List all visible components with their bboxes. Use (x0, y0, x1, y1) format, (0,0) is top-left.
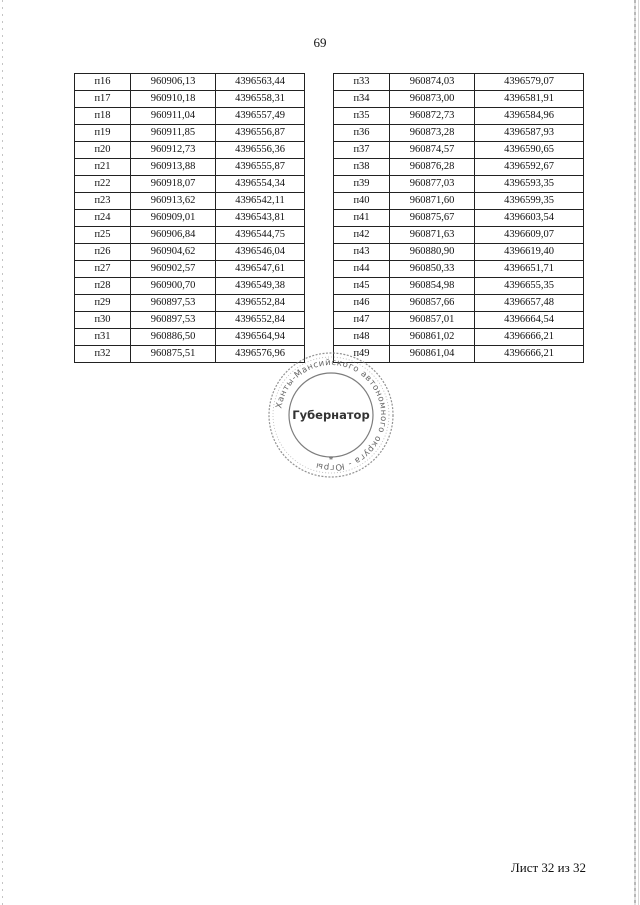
x-coordinate-cell: 960902,57 (131, 261, 216, 278)
point-id-cell: п29 (75, 295, 131, 312)
y-coordinate-cell: 4396555,87 (216, 159, 305, 176)
table-row (334, 295, 584, 312)
y-coordinate-cell: 4396557,49 (216, 108, 305, 125)
scan-edge-right-outer (638, 0, 639, 905)
y-coordinate-cell: 4396558,31 (216, 91, 305, 108)
y-coordinate-cell: 4396546,04 (216, 244, 305, 261)
y-coordinate-cell: 4396552,84 (216, 312, 305, 329)
point-id-cell: п17 (75, 91, 131, 108)
x-coordinate-cell: 960850,33 (390, 261, 475, 278)
table-row (334, 278, 584, 295)
table-row (75, 142, 305, 159)
y-coordinate-cell: 4396584,96 (475, 108, 584, 125)
y-coordinate-cell: 4396603,54 (475, 210, 584, 227)
x-coordinate-cell: 960913,88 (131, 159, 216, 176)
point-id-cell: п32 (75, 346, 131, 363)
point-id-cell: п34 (334, 91, 390, 108)
x-coordinate-cell: 960897,53 (131, 295, 216, 312)
table-row (334, 329, 584, 346)
table-row (334, 91, 584, 108)
point-id-cell: п31 (75, 329, 131, 346)
table-row (75, 159, 305, 176)
y-coordinate-cell: 4396657,48 (475, 295, 584, 312)
x-coordinate-cell: 960911,85 (131, 125, 216, 142)
point-id-cell: п24 (75, 210, 131, 227)
point-id-cell: п43 (334, 244, 390, 261)
page-number: 69 (313, 35, 327, 50)
x-coordinate-cell: 960876,28 (390, 159, 475, 176)
scan-edge-right (634, 0, 636, 905)
x-coordinate-cell: 960871,63 (390, 227, 475, 244)
y-coordinate-cell: 4396599,35 (475, 193, 584, 210)
y-coordinate-cell: 4396664,54 (475, 312, 584, 329)
x-coordinate-cell: 960871,60 (390, 193, 475, 210)
table-row (75, 74, 305, 91)
point-id-cell: п39 (334, 176, 390, 193)
x-coordinate-cell: 960912,73 (131, 142, 216, 159)
table-row (75, 295, 305, 312)
y-coordinate-cell: 4396581,91 (475, 91, 584, 108)
y-coordinate-cell: 4396590,65 (475, 142, 584, 159)
seal-label: Губернатор (292, 408, 370, 422)
x-coordinate-cell: 960861,02 (390, 329, 475, 346)
table-row (334, 125, 584, 142)
x-coordinate-cell: 960873,28 (390, 125, 475, 142)
x-coordinate-cell: 960918,07 (131, 176, 216, 193)
seal-ring-text: Ханты-Мансийского автономного округа - Югры (274, 357, 389, 473)
point-id-cell: п21 (75, 159, 131, 176)
y-coordinate-cell: 4396609,07 (475, 227, 584, 244)
point-id-cell: п47 (334, 312, 390, 329)
table-row (75, 193, 305, 210)
point-id-cell: п27 (75, 261, 131, 278)
svg-text:*: * (328, 455, 334, 465)
point-id-cell: п25 (75, 227, 131, 244)
point-id-cell: п44 (334, 261, 390, 278)
y-coordinate-cell: 4396556,87 (216, 125, 305, 142)
table-row (334, 108, 584, 125)
point-id-cell: п40 (334, 193, 390, 210)
table-row (334, 261, 584, 278)
table-row (75, 312, 305, 329)
x-coordinate-cell: 960873,00 (390, 91, 475, 108)
point-id-cell: п45 (334, 278, 390, 295)
x-coordinate-cell: 960913,62 (131, 193, 216, 210)
x-coordinate-cell: 960875,51 (131, 346, 216, 363)
point-id-cell: п38 (334, 159, 390, 176)
y-coordinate-cell: 4396542,11 (216, 193, 305, 210)
y-coordinate-cell: 4396554,34 (216, 176, 305, 193)
y-coordinate-cell: 4396552,84 (216, 295, 305, 312)
x-coordinate-cell: 960910,18 (131, 91, 216, 108)
point-id-cell: п46 (334, 295, 390, 312)
point-id-cell: п20 (75, 142, 131, 159)
x-coordinate-cell: 960854,98 (390, 278, 475, 295)
table-row (75, 244, 305, 261)
x-coordinate-cell: 960906,84 (131, 227, 216, 244)
point-id-cell: п48 (334, 329, 390, 346)
table-row (334, 312, 584, 329)
table-row (334, 74, 584, 91)
y-coordinate-cell: 4396593,35 (475, 176, 584, 193)
x-coordinate-cell: 960874,03 (390, 74, 475, 91)
sheet-counter: Лист 32 из 32 (510, 860, 586, 875)
x-coordinate-cell: 960906,13 (131, 74, 216, 91)
point-id-cell: п35 (334, 108, 390, 125)
y-coordinate-cell: 4396543,81 (216, 210, 305, 227)
x-coordinate-cell: 960861,04 (390, 346, 475, 363)
table-row (75, 125, 305, 142)
table-row (75, 261, 305, 278)
y-coordinate-cell: 4396549,38 (216, 278, 305, 295)
coordinates-table-left (74, 73, 305, 363)
x-coordinate-cell: 960877,03 (390, 176, 475, 193)
y-coordinate-cell: 4396556,36 (216, 142, 305, 159)
x-coordinate-cell: 960904,62 (131, 244, 216, 261)
y-coordinate-cell: 4396666,21 (475, 346, 584, 363)
x-coordinate-cell: 960857,01 (390, 312, 475, 329)
y-coordinate-cell: 4396666,21 (475, 329, 584, 346)
y-coordinate-cell: 4396544,75 (216, 227, 305, 244)
table-row (75, 91, 305, 108)
point-id-cell: п30 (75, 312, 131, 329)
y-coordinate-cell: 4396579,07 (475, 74, 584, 91)
point-id-cell: п49 (334, 346, 390, 363)
point-id-cell: п33 (334, 74, 390, 91)
coordinates-table-right (333, 73, 584, 363)
y-coordinate-cell: 4396587,93 (475, 125, 584, 142)
point-id-cell: п18 (75, 108, 131, 125)
table-row (334, 210, 584, 227)
table-row (334, 244, 584, 261)
x-coordinate-cell: 960875,67 (390, 210, 475, 227)
table-row (75, 176, 305, 193)
table-row (75, 210, 305, 227)
table-row (334, 142, 584, 159)
point-id-cell: п28 (75, 278, 131, 295)
table-row (334, 159, 584, 176)
x-coordinate-cell: 960909,01 (131, 210, 216, 227)
table-row (75, 278, 305, 295)
y-coordinate-cell: 4396592,67 (475, 159, 584, 176)
table-row (334, 227, 584, 244)
point-id-cell: п26 (75, 244, 131, 261)
official-seal (266, 350, 396, 480)
point-id-cell: п19 (75, 125, 131, 142)
x-coordinate-cell: 960886,50 (131, 329, 216, 346)
table-row (334, 193, 584, 210)
table-row (334, 176, 584, 193)
table-row (75, 329, 305, 346)
x-coordinate-cell: 960872,73 (390, 108, 475, 125)
scan-edge-left (2, 0, 3, 905)
point-id-cell: п36 (334, 125, 390, 142)
point-id-cell: п22 (75, 176, 131, 193)
y-coordinate-cell: 4396651,71 (475, 261, 584, 278)
point-id-cell: п16 (75, 74, 131, 91)
x-coordinate-cell: 960911,04 (131, 108, 216, 125)
y-coordinate-cell: 4396564,94 (216, 329, 305, 346)
point-id-cell: п37 (334, 142, 390, 159)
table-row (75, 108, 305, 125)
x-coordinate-cell: 960897,53 (131, 312, 216, 329)
y-coordinate-cell: 4396576,96 (216, 346, 305, 363)
x-coordinate-cell: 960900,70 (131, 278, 216, 295)
x-coordinate-cell: 960857,66 (390, 295, 475, 312)
point-id-cell: п42 (334, 227, 390, 244)
x-coordinate-cell: 960880,90 (390, 244, 475, 261)
y-coordinate-cell: 4396547,61 (216, 261, 305, 278)
point-id-cell: п23 (75, 193, 131, 210)
x-coordinate-cell: 960874,57 (390, 142, 475, 159)
y-coordinate-cell: 4396655,35 (475, 278, 584, 295)
y-coordinate-cell: 4396619,40 (475, 244, 584, 261)
table-row (75, 227, 305, 244)
point-id-cell: п41 (334, 210, 390, 227)
y-coordinate-cell: 4396563,44 (216, 74, 305, 91)
